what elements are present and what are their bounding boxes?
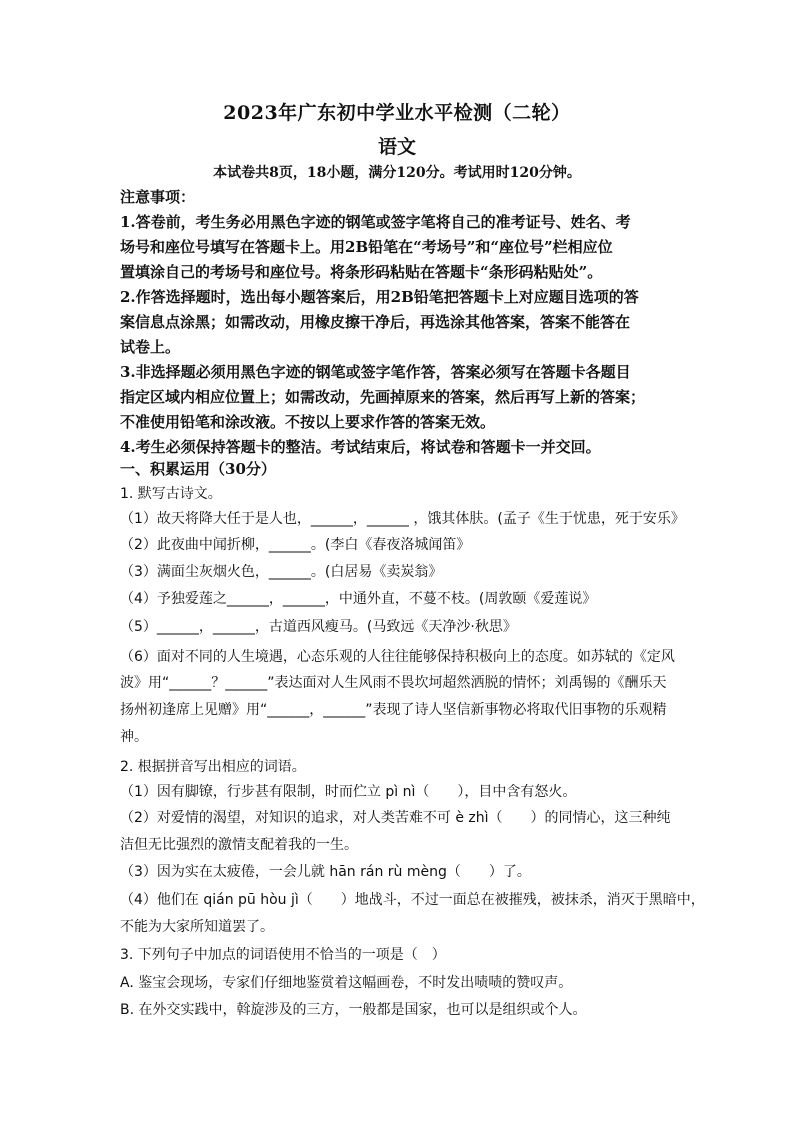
notes-heading: 注意事项： [120, 188, 196, 206]
note-line: 3.非选择题必须用黑色字迹的钢笔或签字笔作答，答案必须写在答题卡各题目 [120, 363, 631, 381]
question-line: （5）______，______，古道西风瘦马。(马致远《天净沙·秋思》 [120, 619, 517, 635]
note-line: 场号和座位号填写在答题卡上。用2B铅笔在“考场号”和“座位号”栏相应位 [120, 238, 613, 256]
question-line: 1. 默写古诗文。 [120, 486, 222, 502]
question-line: （2）对爱情的渴望，对知识的追求，对人类苦难不可 è zhì（ ）的同情心，这三种纯 [120, 810, 671, 826]
note-line: 置填涂自己的考场号和座位号。将条形码粘贴在答题卡“条形码粘贴处”。 [120, 263, 603, 281]
note-line: 2.作答选择题时，选出每小题答案后，用2B铅笔把答题卡上对应题目选项的答 [120, 288, 639, 306]
note-line: 指定区域内相应位置上；如需改动，先画掉原来的答案，然后再写上新的答案； [120, 388, 646, 406]
note-line: 案信息点涂黑；如需改动，用橡皮擦干净后，再选涂其他答案，答案不能答在 [120, 313, 631, 331]
question-line: （3）因为实在太疲倦，一会儿就 hān rán rù mèng（ ）了。 [120, 864, 531, 880]
question-line: 不能为大家所知道罢了。 [120, 919, 274, 935]
note-line: 4.考生必须保持答题卡的整洁。考试结束后，将试卷和答题卡一并交回。 [120, 438, 601, 456]
option-a: A. 鉴宝会现场，专家们仔细地鉴赏着这幅画卷，不时发出啧啧的赞叹声。 [120, 975, 573, 991]
question-line: （4）予独爱莲之______，______，中通外直，不蔓不枝。(周敦颐《爱莲说》 [120, 591, 597, 607]
subject-title: 语文 [377, 136, 416, 158]
question-line: 洁但无比强烈的激情支配着我的一生。 [120, 837, 358, 853]
question-line: （1）因有脚镣，行步甚有限制，时而伫立 pì nì（ ），目中含有怒火。 [120, 784, 577, 800]
question-line: 扬州初逢席上见赠》用“______，______”表现了诗人坚信新事物必将取代旧事物的乐观精 [120, 702, 667, 718]
section-heading: 一、积累运用（30分） [120, 460, 276, 478]
exam-info: 本试卷共8页，18小题，满分120分。考试用时120分钟。 [213, 165, 581, 181]
question-line: （3）满面尘灰烟火色，______。(白居易《卖炭翁》 [120, 564, 443, 580]
note-line: 试卷上。 [120, 338, 181, 356]
exam-title: 2023年广东初中学业水平检测（二轮） [223, 102, 571, 124]
question-line: （4）他们在 qián pū hòu jì（ ）地战斗，不过一面总在被摧残，被抹杀，消灭于黑暗中， [120, 892, 705, 908]
option-b: B. 在外交实践中，斡旋涉及的三方，一般都是国家，也可以是组织或个人。 [120, 1002, 587, 1018]
question-line: 2. 根据拼音写出相应的词语。 [120, 759, 306, 775]
question-line: （1）故天将降大任于是人也，______，______ ，饿其体肤。(孟子《生于忧患，死于安乐》 [120, 511, 685, 527]
question-line: 神。 [120, 729, 148, 745]
question-line: 波》用“______？______”表达面对人生风雨不畏坎坷超然洒脱的情怀；刘禹锡的《酬乐天 [120, 675, 667, 691]
question-line: （6）面对不同的人生境遇，心态乐观的人往往能够保持积极向上的态度。如苏轼的《定风 [120, 649, 675, 665]
note-line: 1.答卷前，考生务必用黑色字迹的钢笔或签字笔将自己的准考证号、姓名、考 [120, 213, 631, 231]
question-line: （2）此夜曲中闻折柳，______。(李白《春夜洛城闻笛》 [120, 537, 471, 553]
note-line: 不准使用铅笔和涂改液。不按以上要求作答的答案无效。 [120, 413, 496, 431]
question-line: 3. 下列句子中加点的词语使用不恰当的一项是（ ） [120, 947, 446, 963]
